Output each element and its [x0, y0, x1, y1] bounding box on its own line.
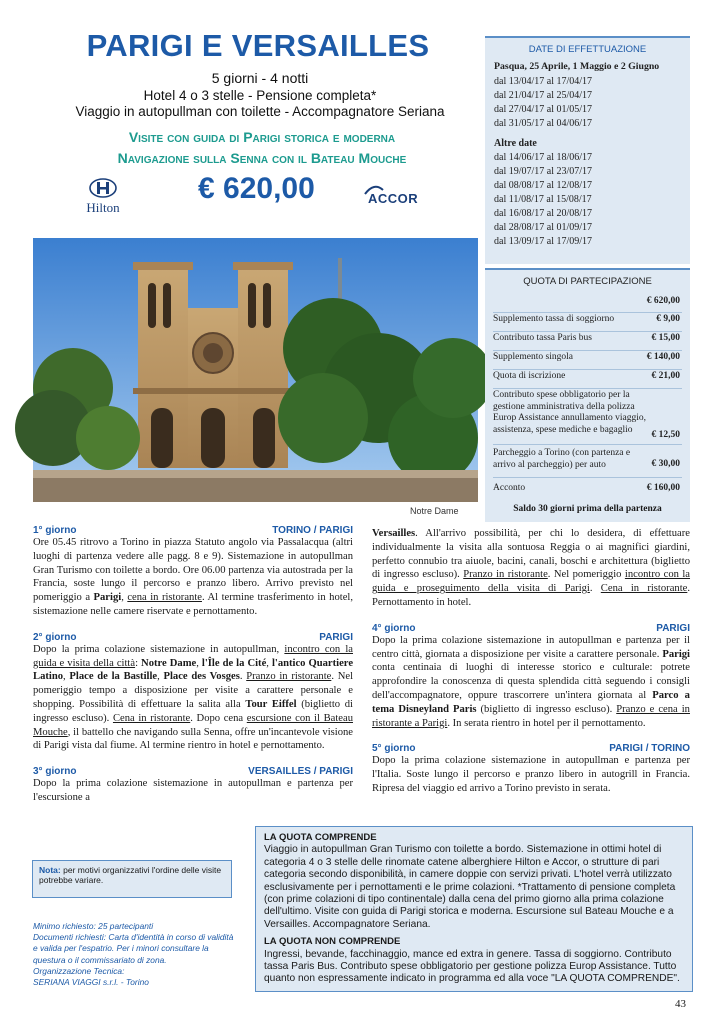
date-item: dal 19/07/17 al 23/07/17	[494, 166, 593, 177]
day-1-header: 1° giorno TORINO / PARIGI	[33, 525, 353, 536]
notre-dame-image	[33, 238, 478, 502]
dates-box	[485, 36, 690, 264]
date-item: dal 16/08/17 al 20/08/17	[494, 208, 593, 219]
day-1-text: Ore 05.45 ritrovo a Torino in piazza Statuto angolo via Passalacqua (altri luoghi di partenza vedere alle pagg. 8 e 9). Sistemazione in autopullman Gran Turismo con toilette a bordo. Ore 06.00 partenza via autostrada per la Francia, soste lungo il percorso e pranzo libero. Arrivo previsto nel pomeriggio a Parigi, cena in ristorante. Al termine trasferimento in hotel, sistemazione nelle camere riservate e pernottamento.	[33, 537, 353, 617]
quota-base-row: € 620,00	[493, 296, 682, 313]
hotel-info: Hotel 4 o 3 stelle - Pensione completa*	[143, 88, 377, 103]
quota-row: Quota di iscrizione € 21,00	[493, 371, 682, 389]
date-item: dal 11/08/17 al 15/08/17	[494, 194, 592, 205]
day-3-header: 3° giorno VERSAILLES / PARIGI	[33, 766, 353, 778]
accor-logo: ACCOR	[368, 190, 418, 208]
day-4-text: Dopo la prima colazione sistemazione in autopullman e partenza per il centro città, giornata a disposizione per visite a carattere personale. Parigi conta centinaia di luoghi di interesse storico e culturale: potrete approfondire la conoscenza di questa splendida città seguendo i consigli dell'accompagnatore, oppure trascorrere un'intera giornata al Parco a tema Disneyland Paris (biglietto di ingresso escluso). Pranzo e cena in ristorante a Parigi. In serata rientro in hotel per il pernottamento.	[372, 634, 690, 729]
quota-row: Parcheggio a Torino (con partenza e arrivo al parcheggio) per auto € 30,00	[493, 448, 682, 478]
non-comprende-heading: LA QUOTA NON COMPRENDE	[264, 936, 401, 948]
comprende-heading: LA QUOTA COMPRENDE	[264, 832, 377, 843]
date-item: dal 08/08/17 al 12/08/17	[494, 180, 593, 191]
date-item: dal 13/04/17 al 17/04/17	[494, 76, 593, 87]
quota-box	[485, 268, 690, 522]
dates-group1-list	[494, 75, 690, 131]
dates-heading: DATE DI EFFETTUAZIONE	[528, 44, 647, 55]
day-4-header: 4° giorno PARIGI	[372, 622, 690, 634]
dates-group1-title: Pasqua, 25 Aprile, 1 Maggio e 2 Giugno	[494, 61, 660, 72]
notre-dame-photo	[33, 238, 478, 502]
transport-info: Viaggio in autopullman con toilette - Accompagnatore Seriana	[75, 104, 445, 119]
date-item: dal 31/05/17 al 04/06/17	[494, 118, 593, 129]
quota-heading: QUOTA DI PARTECIPAZIONE	[523, 276, 652, 287]
day-5-text: Dopo la prima colazione sistemazione in autopullman e partenza per l'Italia. Soste lungo il percorso e pranzo libero in autogrill in Francia. Ripresa del viaggio ed arrivo a Torino previsto in serata.	[372, 755, 690, 794]
duration: 5 giorni - 4 notti	[211, 70, 309, 86]
requirements: Minimo richiesto: 25 partecipanti Documenti richiesti: Carta d'identità in corso di validità e valida per l'espatrio. Per i minori consultare la questura o il commissariato di zona. Organizzazione Tecnica: SERIANA VIAGGI s.r.l. - Torino	[33, 921, 234, 988]
dates-group2-list	[494, 151, 690, 249]
date-item: dal 28/08/17 al 01/09/17	[494, 222, 593, 233]
comprende-text: Viaggio in autopullman Gran Turismo con toilette a bordo. Sistemazione in ottimi hotel di categoria 4 o 3 stelle delle rinomate catene alberghiere Hilton e Accor, o strutture di pari categoria secondo disponibilità, in camere doppie con servizi privati. L'hotel verrà utilizzato esclusivamente per i pernottamenti e le prime colazioni. *Trattamento di pensione completa (con prime colazioni di tipo continentale) dalla cena del primo giorno alla prima colazione dell'ultimo. Visite con guida di Parigi storica e moderna. Escursione sul Bateau Mouche e a Versailles. Accompagnatore Seriana.	[264, 844, 676, 930]
itinerary-right-column	[372, 527, 690, 796]
quota-row: Contributo spese obbligatorio per la gestione amministrativa della polizza Europ Assistance annullamento viaggio, assistenza, spese mediche e bagaglio € 12,50	[493, 390, 682, 445]
page-title: PARIGI E VERSAILLES	[86, 28, 430, 63]
page-number: 43	[675, 998, 686, 1010]
visite-line-2: Navigazione sulla Senna con il Bateau Mouche	[117, 150, 407, 166]
date-item: dal 27/04/17 al 01/05/17	[494, 104, 593, 115]
saldo-text: Saldo 30 giorni prima della partenza	[513, 504, 662, 514]
itinerary-left-column	[33, 525, 354, 803]
date-item: dal 14/06/17 al 18/06/17	[494, 152, 593, 163]
day-2-header: 2° giorno PARIGI	[33, 631, 353, 643]
photo-caption: Notre Dame	[410, 506, 459, 516]
accor-swoosh-icon	[364, 184, 384, 196]
quota-row: Acconto € 160,00	[493, 483, 680, 493]
quota-row: Contributo tassa Paris bus € 15,00	[493, 333, 682, 351]
price: € 620,00	[198, 172, 315, 205]
day-5-header: 5° giorno PARIGI / TORINO	[372, 743, 690, 755]
note-box: Nota: per motivi organizzativi l'ordine delle visite potrebbe variare.	[32, 860, 232, 898]
visite-line-1: Visite con guida di Parigi storica e moderna	[128, 129, 396, 145]
hilton-h-icon	[88, 178, 118, 198]
non-comprende-text: Ingressi, bevande, facchinaggio, mance ed extra in genere. Tassa di soggiorno. Contributo tassa Paris Bus. Contributo spese obbligatorio per gestione polizza Europ Assistance. Tutto quanto non espressamente indicato in programma ed alla voce "LA QUOTA COMPRENDE".	[264, 948, 680, 985]
quota-row: Supplemento tassa di soggiorno € 9,00	[493, 314, 682, 332]
day-3-text-cont: Versailles. All'arrivo possibilità, per chi lo desidera, di effettuare individualmente la visita alla sontuosa Reggia o ai magnifici giardini, perfetto connubio tra aiuole, bacini, canali, boschi e architettura (biglietto di ingresso escluso). Pranzo in ristorante. Nel pomeriggio incontro con la guida e proseguimento della visita di Parigi. Cena in ristorante. Pernottamento in hotel.	[372, 528, 691, 608]
date-item: dal 21/04/17 al 25/04/17	[494, 90, 593, 101]
date-item: dal 13/09/17 al 17/09/17	[494, 236, 593, 247]
hilton-logo: Hilton	[76, 178, 130, 216]
day-3-text-start: Dopo la prima colazione sistemazione in autopullman e partenza per l'escursione a	[33, 778, 353, 803]
day-2-text: Dopo la prima colazione sistemazione in autopullman, incontro con la guida e visita della città: Notre Dame, l'Île de la Cité, l'antico Quartiere Latino, Place de la Bastille, Place des Vosges. Pranzo in ristorante. Nel pomeriggio tempo a disposizione per visite a carattere personale e shopping. Possibilità di effettuare la salita alla Tour Eiffel (biglietto di ingresso escluso). Cena in ristorante. Dopo cena escursione con il Bateau Mouche, il battello che navigando sulla Senna, offre un'incantevole visione di Parigi vista dal fiume. Al termine rientro in hotel e pernottamento.	[33, 643, 354, 752]
quota-row: Supplemento singola € 140,00	[493, 352, 682, 370]
dates-group2-title: Altre date	[494, 138, 537, 149]
quota-comprende-box	[255, 826, 693, 992]
